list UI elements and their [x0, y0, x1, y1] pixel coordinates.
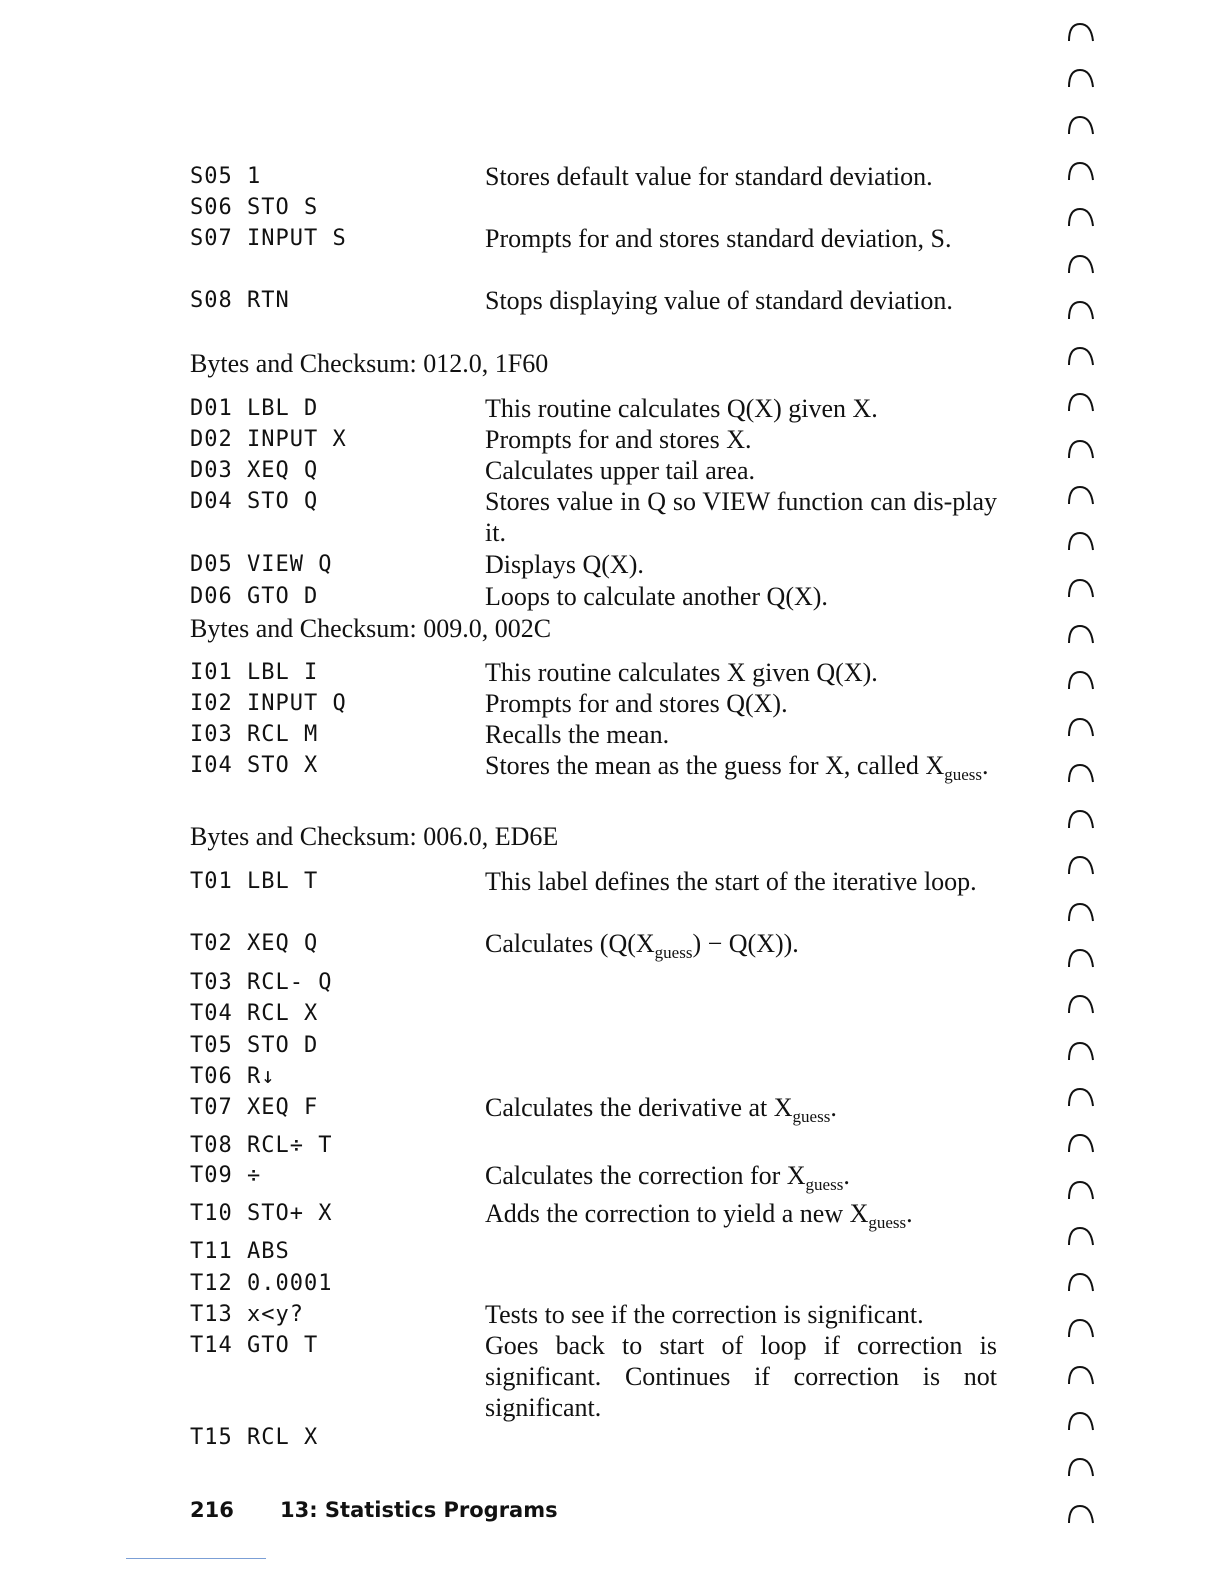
- program-line: [0, 161, 1050, 193]
- binding-hole-icon: [1066, 1226, 1096, 1246]
- program-step: T03 RCL- Q: [190, 970, 333, 995]
- program-line: [0, 998, 1050, 1030]
- program-line: [0, 1236, 1050, 1268]
- program-step: T12 0.0001: [190, 1271, 333, 1296]
- binding-hole-icon: [1066, 115, 1096, 135]
- page-number: 216: [190, 1498, 234, 1522]
- binding-hole-icon: [1066, 717, 1096, 737]
- bytes-checksum: Bytes and Checksum: 012.0, 1F60: [190, 349, 549, 378]
- binding-hole-icon: [1066, 948, 1096, 968]
- program-line: [0, 688, 1050, 720]
- binding-hole-icon: [1066, 1318, 1096, 1338]
- program-line: [0, 1130, 1050, 1162]
- program-step: T09 ÷: [190, 1163, 262, 1188]
- program-line: [0, 455, 1050, 487]
- bytes-checksum: Bytes and Checksum: 006.0, ED6E: [190, 822, 559, 851]
- program-step: T07 XEQ F: [190, 1095, 319, 1120]
- program-line: [0, 285, 1050, 317]
- step-description: Calculates $(Q(X_{guess}) - Q(X))$.: [485, 929, 799, 962]
- program-step: T11 ABS: [190, 1239, 290, 1264]
- step-description: Prompts for and stores Q(X).: [485, 689, 788, 718]
- step-description: Prompts for and stores standard deviation, S.: [485, 224, 952, 253]
- step-description: This routine calculates X given Q(X).: [485, 658, 878, 687]
- program-step: T14 GTO T: [190, 1333, 319, 1358]
- program-line: [0, 424, 1050, 456]
- program-line: [0, 719, 1050, 751]
- binding-hole-icon: [1066, 254, 1096, 274]
- program-step: T10 STO+ X: [190, 1201, 333, 1226]
- bottom-rule: [126, 1558, 266, 1559]
- step-description: Calculates the correction for $X_{guess}$.: [485, 1161, 850, 1194]
- binding-hole-icon: [1066, 578, 1096, 598]
- binding-hole-icon: [1066, 1504, 1096, 1524]
- step-description: Adds the correction to yield a new $X_{guess}$.: [485, 1199, 913, 1232]
- program-step: D01 LBL D: [190, 396, 319, 421]
- page-footer: [190, 1498, 558, 1522]
- program-step: S05 1: [190, 164, 262, 189]
- step-description: Stores the mean as the guess for X, called $X_{guess}$.: [485, 751, 989, 784]
- program-step: T06 R↓: [190, 1064, 276, 1089]
- binding-hole-icon: [1066, 207, 1096, 227]
- binding-hole-icon: [1066, 392, 1096, 412]
- program-step: D06 GTO D: [190, 584, 319, 609]
- step-description: Stops displaying value of standard deviation.: [485, 286, 953, 315]
- binding-hole-icon: [1066, 346, 1096, 366]
- binding-hole-icon: [1066, 68, 1096, 88]
- step-description: This label defines the start of the iterative loop.: [485, 867, 977, 896]
- binding-hole-icon: [1066, 485, 1096, 505]
- step-description: Prompts for and stores X.: [485, 425, 752, 454]
- step-description: Recalls the mean.: [485, 720, 670, 749]
- step-description: Tests to see if the correction is significant.: [485, 1300, 924, 1329]
- binding-hole-icon: [1066, 1272, 1096, 1292]
- binding-hole-icon: [1066, 22, 1096, 42]
- binding-hole-icon: [1066, 439, 1096, 459]
- step-description: Goes back to start of loop if correction is significant. Continues if correction is not significant.: [485, 1331, 997, 1422]
- binding-hole-icon: [1066, 1457, 1096, 1477]
- program-step: S08 RTN: [190, 288, 290, 313]
- program-step: T04 RCL X: [190, 1001, 319, 1026]
- program-step: D05 VIEW Q: [190, 552, 333, 577]
- chapter-title: 13: Statistics Programs: [280, 1498, 558, 1522]
- program-step: S07 INPUT S: [190, 226, 347, 251]
- program-line: [0, 192, 1050, 224]
- program-line: [0, 1330, 1050, 1422]
- program-line: [0, 1160, 1050, 1192]
- binding-hole-icon: [1066, 161, 1096, 181]
- binding-hole-icon: [1066, 1087, 1096, 1107]
- program-line: [0, 750, 1050, 782]
- program-step: I02 INPUT Q: [190, 691, 347, 716]
- binding-hole-icon: [1066, 300, 1096, 320]
- step-description: Loops to calculate another Q(X).: [485, 582, 828, 611]
- program-line: [0, 967, 1050, 999]
- binding-hole-icon: [1066, 670, 1096, 690]
- program-step: I04 STO X: [190, 753, 319, 778]
- program-line: [0, 1422, 1050, 1454]
- program-line: [0, 1092, 1050, 1124]
- binding-hole-icon: [1066, 1041, 1096, 1061]
- program-step: I01 LBL I: [190, 660, 319, 685]
- step-description: Stores default value for standard deviation.: [485, 162, 933, 191]
- step-description: Calculates upper tail area.: [485, 456, 755, 485]
- program-step: S06 STO S: [190, 195, 319, 220]
- program-step: T13 x<y?: [190, 1302, 304, 1327]
- binding-hole-icon: [1066, 1411, 1096, 1431]
- program-step: I03 RCL M: [190, 722, 319, 747]
- program-step: T02 XEQ Q: [190, 931, 319, 956]
- program-line: [0, 549, 1050, 581]
- program-line: [0, 1030, 1050, 1062]
- binding-hole-icon: [1066, 1133, 1096, 1153]
- program-line: [0, 1061, 1050, 1093]
- binding-hole-icon: [1066, 994, 1096, 1014]
- step-description: Calculates the derivative at $X_{guess}$.: [485, 1093, 837, 1126]
- program-step: D04 STO Q: [190, 489, 319, 514]
- binding-hole-icon: [1066, 855, 1096, 875]
- binding-hole-icon: [1066, 624, 1096, 644]
- program-line: [0, 1299, 1050, 1331]
- binding-hole-icon: [1066, 531, 1096, 551]
- binding-hole-icon: [1066, 1365, 1096, 1385]
- program-step: T05 STO D: [190, 1033, 319, 1058]
- program-line: [0, 1198, 1050, 1230]
- step-description: Displays Q(X).: [485, 550, 644, 579]
- program-step: T08 RCL÷ T: [190, 1133, 333, 1158]
- program-line: [0, 223, 1050, 255]
- program-line: [0, 928, 1050, 960]
- program-step: D03 XEQ Q: [190, 458, 319, 483]
- bytes-checksum: Bytes and Checksum: 009.0, 002C: [190, 614, 552, 643]
- step-description: This routine calculates Q(X) given X.: [485, 394, 878, 423]
- program-step: D02 INPUT X: [190, 427, 347, 452]
- program-step: T15 RCL X: [190, 1425, 319, 1450]
- program-line: [0, 393, 1050, 425]
- binding-hole-icon: [1066, 1180, 1096, 1200]
- step-description: Stores value in Q so VIEW function can dis-play it.: [485, 487, 997, 547]
- program-line: [0, 581, 1050, 613]
- program-line: [0, 866, 1050, 898]
- program-line: [0, 486, 1050, 547]
- binding-hole-icon: [1066, 763, 1096, 783]
- binding-hole-icon: [1066, 902, 1096, 922]
- program-line: [0, 657, 1050, 689]
- binding-hole-icon: [1066, 809, 1096, 829]
- program-line: [0, 1268, 1050, 1300]
- program-step: T01 LBL T: [190, 869, 319, 894]
